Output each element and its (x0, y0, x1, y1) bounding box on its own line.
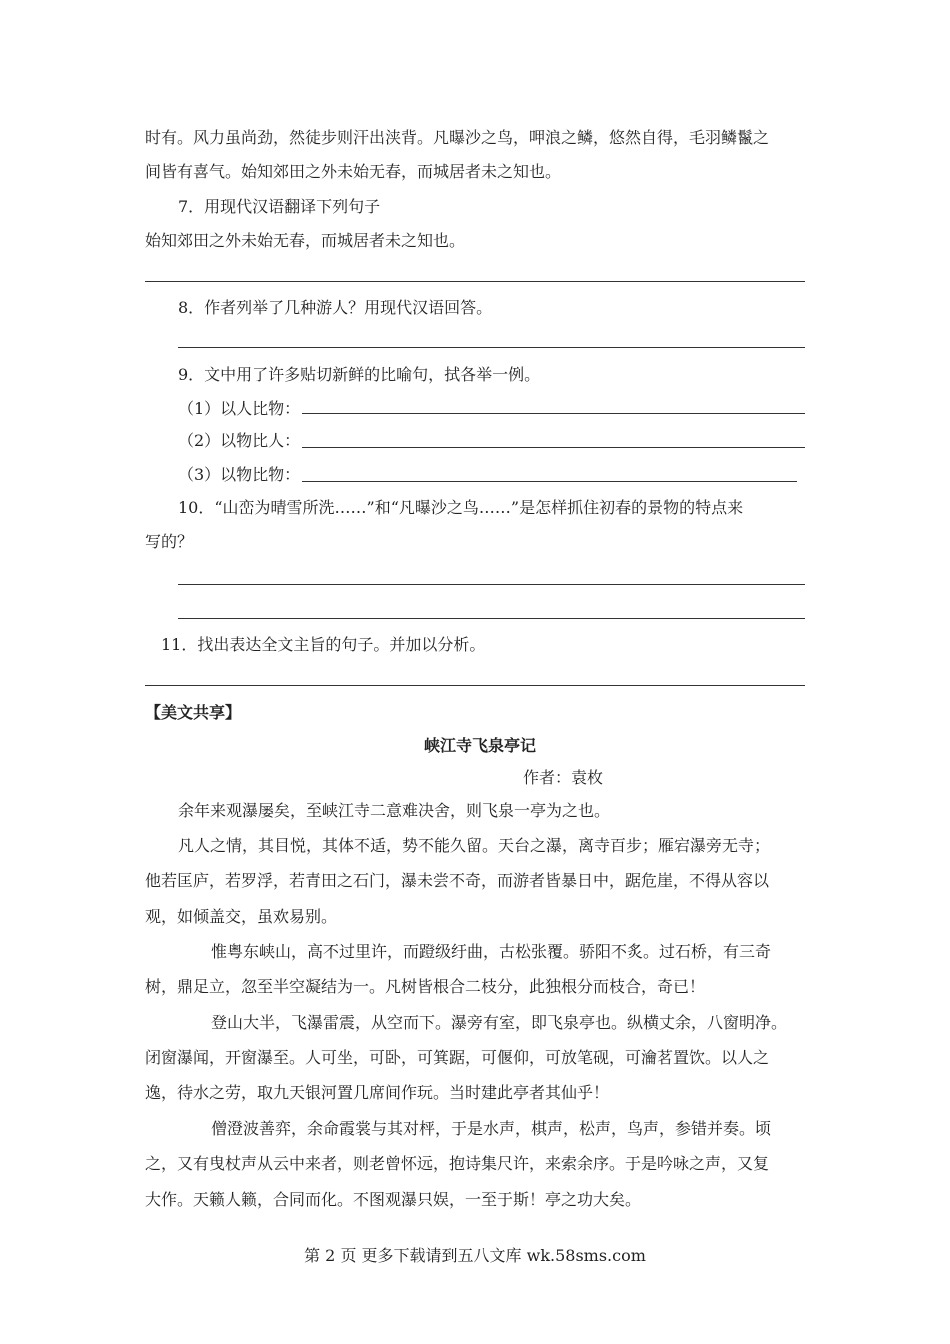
article-title: 峡江寺飞泉亭记 (424, 736, 537, 755)
article-line: 余年来观瀑屡矣，至峡江寺二意难决舍，则飞泉一亭为之也。 (178, 801, 611, 820)
article-line: 他若匡庐，若罗浮，若青田之石门，瀑未尝不奇，而游者皆暴日中，踞危崖，不得从容以 (145, 871, 770, 890)
answer-line[interactable] (145, 281, 805, 282)
article-line: 凡人之情，其目悦，其体不适，势不能久留。天台之瀑，离寺百步；雁宕瀑旁无寺； (178, 836, 771, 855)
article-line: 树，鼎足立，忽至半空凝结为一。凡树皆根合二枝分，此独根分而枝合，奇已！ (145, 977, 706, 996)
question-9-item: （1）以人比物： (178, 399, 301, 418)
question-9-item: （2）以物比人： (178, 431, 301, 450)
question-7-label: 7．用现代汉语翻译下列句子 (178, 197, 381, 216)
question-9-label: 9．文中用了许多贴切新鲜的比喻句，拭各举一例。 (178, 365, 541, 384)
question-7-sentence: 始知郊田之外未始无春，而城居者未之知也。 (145, 231, 466, 250)
answer-line[interactable] (302, 413, 805, 414)
question-10-line: 10．“山峦为晴雪所洗……”和“凡曝沙之鸟……”是怎样抓住初春的景物的特点来 (178, 498, 744, 517)
answer-line[interactable] (302, 481, 797, 482)
article-line: 登山大半，飞瀑雷震，从空而下。瀑旁有室，即飞泉亭也。纵横丈余，八窗明净。 (211, 1013, 788, 1032)
article-line: 之，又有曳杖声从云中来者，则老曾怀远，抱诗集尺许，来索余序。于是吟咏之声，又复 (145, 1154, 770, 1173)
answer-line[interactable] (145, 685, 805, 686)
article-line: 闭窗瀑闻，开窗瀑至。人可坐，可卧，可箕踞，可偃仰，可放笔砚，可瀹茗置饮。以人之 (145, 1048, 770, 1067)
question-8-label: 8．作者列举了几种游人？用现代汉语回答。 (178, 298, 493, 317)
answer-line[interactable] (178, 347, 805, 348)
article-line: 僧澄波善弈，余命霞裳与其对枰，于是水声，棋声，松声，鸟声，参错并奏。顷 (211, 1119, 772, 1138)
article-line: 观，如倾盖交，虽欢易别。 (145, 907, 338, 926)
answer-line[interactable] (178, 618, 805, 619)
question-9-item: （3）以物比物： (178, 465, 301, 484)
passage-line: 间皆有喜气。始知郊田之外未始无春，而城居者未之知也。 (145, 162, 562, 181)
answer-line[interactable] (302, 447, 805, 448)
question-10-line: 写的？ (145, 532, 194, 551)
article-line: 逸，待水之劳，取九天银河置几席间作玩。当时建此亭者其仙乎！ (145, 1083, 610, 1102)
article-author: 作者：袁枚 (523, 768, 604, 787)
question-11-label: 11．找出表达全文主旨的句子。并加以分析。 (161, 635, 486, 654)
passage-line: 时有。风力虽尚劲，然徒步则汗出浃背。凡曝沙之鸟，呷浪之鳞，悠然自得，毛羽鳞鬣之 (145, 128, 770, 147)
article-line: 惟粤东峡山，高不过里许，而蹬级纡曲，古松张覆。骄阳不炙。过石桥，有三奇 (211, 942, 772, 961)
page-footer: 第 2 页 更多下载请到五八文库 wk.58sms.com (304, 1246, 646, 1265)
article-line: 大作。天籁人籁，合同而化。不图观瀑只娱，一至于斯！亭之功大矣。 (145, 1190, 642, 1209)
answer-line[interactable] (178, 584, 805, 585)
section-header: 【美文共享】 (145, 703, 242, 722)
